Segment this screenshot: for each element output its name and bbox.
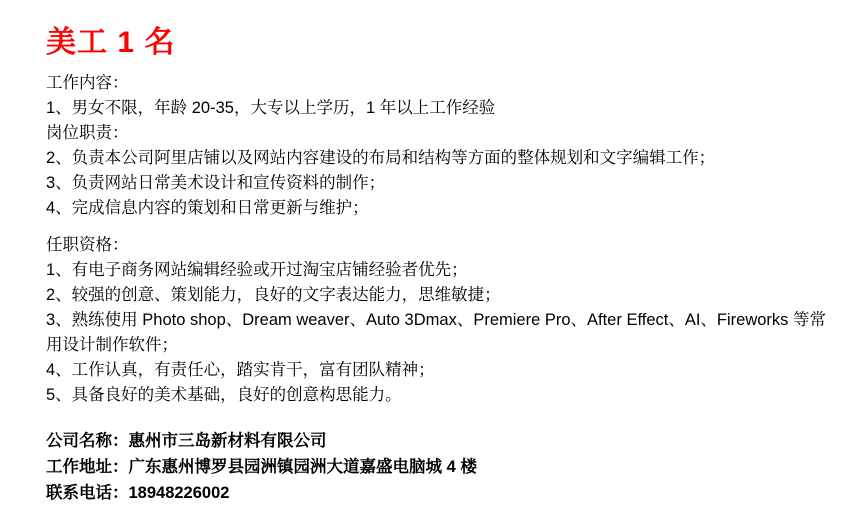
address-line [46, 454, 840, 480]
page-title: 美工 1 名 [46, 26, 176, 59]
section-line: 2、较强的创意、策划能力，良好的文字表达能力，思维敏捷； [46, 285, 501, 304]
section-line: 2、负责本公司阿里店铺以及网站内容建设的布局和结构等方面的整体规划和文字编辑工作； [46, 148, 716, 167]
contact-block [46, 428, 840, 506]
company-name-label: 公司名称： [46, 431, 129, 450]
section-line: 1、有电子商务网站编辑经验或开过淘宝店铺经验者优先； [46, 260, 468, 279]
company-name-line [46, 428, 840, 454]
phone-label: 联系电话： [46, 483, 129, 502]
section-line: 4、完成信息内容的策划和日常更新与维护； [46, 198, 369, 217]
company-name-value: 惠州市三岛新材料有限公司 [128, 431, 327, 450]
address-value: 广东惠州博罗县园洲镇园洲大道嘉盛电脑城 4 楼 [128, 457, 477, 476]
section-line: 1、男女不限，年龄 20-35，大专以上学历，1 年以上工作经验 [46, 98, 496, 117]
section-heading: 岗位职责： [46, 123, 129, 142]
section-line-software: 3、熟练使用 Photo shop、Dream weaver、Auto 3Dmax、Premiere Pro、After Effect、AI、Fireworks 等常用设计制作软件； [46, 310, 827, 354]
phone-line [46, 480, 840, 506]
section-line: 3、负责网站日常美术设计和宣传资料的制作； [46, 173, 386, 192]
section-qualifications [46, 233, 840, 408]
section-heading: 任职资格： [46, 235, 129, 254]
section-job-duties [46, 121, 840, 221]
address-label: 工作地址： [46, 457, 129, 476]
section-work-content [46, 71, 840, 121]
section-heading: 工作内容： [46, 73, 129, 92]
section-line: 4、工作认真，有责任心，踏实肯干，富有团队精神； [46, 360, 435, 379]
phone-value: 18948226002 [128, 483, 230, 502]
spacer [46, 221, 840, 233]
section-line: 5、具备良好的美术基础，良好的创意构思能力。 [46, 385, 402, 404]
